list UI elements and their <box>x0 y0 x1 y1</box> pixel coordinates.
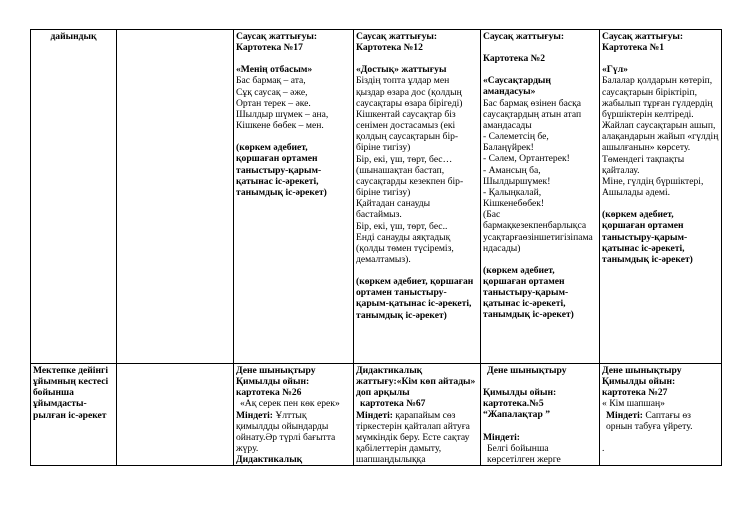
verse-line: Міне, гүлдің бүршіктері, <box>602 175 704 187</box>
task-description: Ұлттық қимылдды ойындарды ойнату.Әр түрлі бағытта жүру. <box>236 409 336 455</box>
card-number: Картотека №2 <box>483 53 546 65</box>
task-text <box>356 410 478 466</box>
verse-line: Ашылады әдемі. <box>602 187 671 199</box>
cell-title: Саусақ жаттығуы: <box>356 31 438 42</box>
cell-physical-education-5 <box>481 364 600 466</box>
verse-line: Сұқ саусақ – әже, <box>236 86 308 98</box>
game-name: «Ақ серек пен көк ерек» <box>240 398 340 410</box>
activity-note: (көркем әдебиет, қоршаған ортамен таныстыру-қарым-қатынас іс-әрекеті, танымдық іс-әрекет) <box>236 142 327 198</box>
card-number: Картотека №1 <box>602 42 665 54</box>
empty-cell <box>117 364 234 466</box>
exercise-name: «Достық» жаттығуы <box>356 64 447 76</box>
game-name: “Жапалақтар ” <box>483 409 550 421</box>
verse-line: - Амансың ба, Шылдыршүмек! <box>483 164 551 187</box>
cell-heading: Дене шынықтыру <box>487 365 567 376</box>
verse-line: Кішкене бөбек – мен. <box>236 120 324 132</box>
verse-line: Шылдыр шүмек – ана, <box>236 108 329 120</box>
card-number: картотека №27 <box>602 387 668 399</box>
table-row <box>31 364 722 466</box>
game-type: Қимылды ойын: <box>236 376 310 388</box>
verse-line: Бас бармақ өзінен басқа саусақтардың атын атап амандасады <box>483 97 582 131</box>
game-type: Қимылды ойын: <box>602 376 676 388</box>
cell-didactic-exercise-67 <box>354 364 481 466</box>
verse-line: Кішкентай саусақтар біз сенімен достасамыз (екі қолдың саусақтарын бір-біріне тигізу) <box>356 108 459 154</box>
cell-heading: Дидактикалық жаттығу:«Кім көп айтады» доп арқылы <box>356 365 476 399</box>
task-label: Міндеті: <box>236 409 273 421</box>
cell-finger-exercise-17 <box>234 30 354 364</box>
verse-line: Төмендегі тақпақты қайталау. <box>602 153 685 176</box>
verse-line: Қайтадан санауды бастаймыз. <box>356 198 431 221</box>
verse-line: (Бас бармақкезекпенбарлықса усақтарғаөзіншетигізіпама ндасады) <box>483 209 593 254</box>
cell-title: Саусақ жаттығуы: <box>483 31 565 42</box>
activity-note: (көркем әдебиет, қоршаған ортамен таныстыру-қарым-қатынас іс-әрекеті, танымдық іс-әрекет) <box>356 276 474 321</box>
verse-line: Бір, екі, үш, төрт, бес… (шынашақтан бастап, саусақтарды кезекпен бір-біріне тигізу) <box>356 153 464 199</box>
verse-line: - Сәлеметсің бе, Балаңүйрек! <box>483 131 549 154</box>
activity-note: (көркем әдебиет, қоршаған ортамен таныстыру-қарым-қатынас іс-әрекеті, танымдық іс-әрекет) <box>602 209 693 265</box>
task-label: Міндеті: <box>483 431 520 443</box>
task-description: қарапайым сөз тіркестерін қайталап айтуға мүмкіндік беру. Есте сақтау қабілеттерін дамыту, шапшаңдылыққа <box>356 409 470 466</box>
card-number: Картотека №17 <box>236 42 303 54</box>
cell-title: Саусақ жаттығуы: <box>602 31 684 42</box>
cell-finger-exercise-12 <box>354 30 481 364</box>
verse-line: - Қалыңкалай, Кішкенебөбек! <box>483 186 545 210</box>
exercise-name: «Гүл» <box>602 64 628 76</box>
card-number: картотека №26 <box>236 387 302 399</box>
card-number: Картотека №12 <box>356 42 423 54</box>
cell-finger-exercise-1 <box>600 30 722 364</box>
task-description: Саптағы өз орнын табуға үйрету. <box>606 409 693 432</box>
cell-heading: Дене шынықтыру <box>602 365 682 376</box>
card-number: картотека №67 <box>360 398 426 410</box>
task-text <box>236 410 351 455</box>
verse-line: Бір, екі, үш, төрт, бес.. <box>356 220 448 232</box>
game-type: Қимылды ойын: картотека.№5 <box>483 387 557 410</box>
cell-physical-education-27 <box>600 364 722 466</box>
cell-physical-education-26 <box>234 364 354 466</box>
empty-cell <box>117 30 234 364</box>
stray-mark: . <box>602 442 605 454</box>
activity-note: (көркем әдебиет, қоршаған ортамен таныстыру-қарым-қатынас іс-әрекеті, танымдық іс-әрекет) <box>483 264 574 321</box>
verse-line: Жайлап саусақтарын ашып, алақандарын жайып «гүлдің ашылғанын» көрсету. <box>602 120 719 154</box>
row-header-preparation: дайындық <box>31 30 117 364</box>
task-text <box>602 410 719 432</box>
table-row <box>31 30 722 364</box>
verse-line: Біздің топта ұлдар мен қыздар өзара дос (қолдың саусақтары өзара бірігеді) <box>356 75 463 109</box>
task-label: Міндеті: <box>356 409 393 421</box>
cell-finger-exercise-2 <box>481 30 600 364</box>
exercise-name: «Саусақтардың амандасуы» <box>483 75 551 98</box>
verse-line: Бас бармақ – ата, <box>236 75 306 87</box>
verse-line: Балалар қолдарын көтеріп, саусақтарын біріктіріп, жабылып тұрған гүлдердің бүршіктерін келтіреді. <box>602 75 713 120</box>
exercise-name: «Менің отбасым» <box>236 64 313 76</box>
extra-heading: Дидактикалық <box>236 454 303 466</box>
verse-line: Ортан терек – әке. <box>236 97 311 109</box>
game-name: « Кім шапшаң» <box>602 398 665 410</box>
task-description: Белгі бойынша көрсетілген жерге <box>487 442 561 465</box>
task-label: Міндеті: <box>606 409 643 421</box>
plan-table <box>30 29 722 466</box>
verse-line: - Сәлем, Ортантерек! <box>483 153 570 165</box>
verse-line: Енді санауды аяқтадық (қолды төмен түсіреміз, демалтамыз). <box>356 231 454 265</box>
row-header-organized-activity: Мектепке дейінгі ұйымның кестесі бойынша ұйымдасты-рылған іс-әрекет <box>31 364 117 466</box>
cell-heading: Дене шынықтыру <box>236 365 316 376</box>
cell-title: Саусақ жаттығуы: <box>236 31 318 42</box>
